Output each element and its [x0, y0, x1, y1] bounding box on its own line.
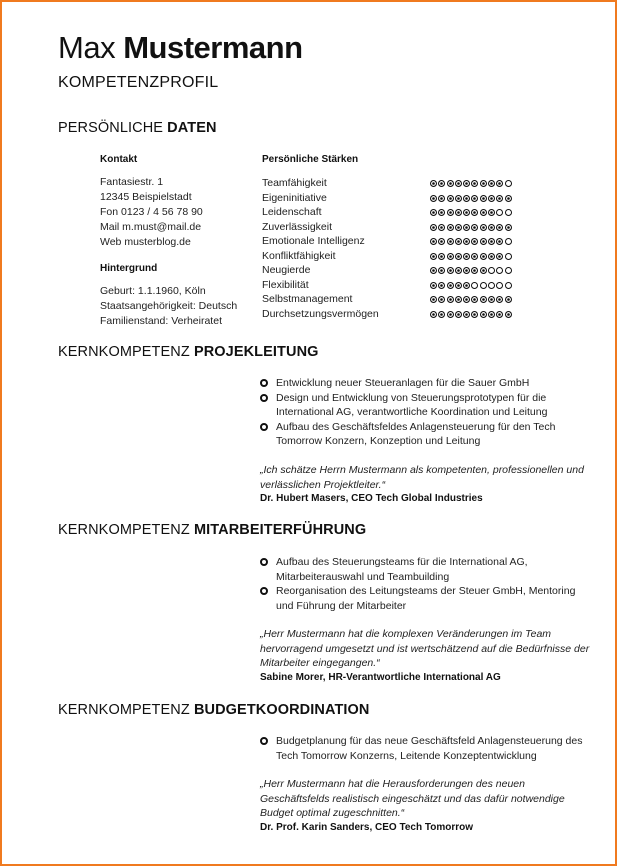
- rating-dot-filled: [447, 282, 454, 289]
- strength-rating: [430, 282, 512, 289]
- strengths-heading: Persönliche Stärken: [262, 154, 359, 165]
- rating-dot-filled: [488, 180, 495, 187]
- strength-label: Zuverlässigkeit: [262, 220, 333, 233]
- rating-dot-filled: [430, 296, 437, 303]
- bullet-icon: [260, 587, 268, 595]
- rating-dot-filled: [463, 238, 470, 245]
- rating-dot-filled: [447, 195, 454, 202]
- rating-dot-filled: [455, 224, 462, 231]
- rating-dot-filled: [430, 209, 437, 216]
- rating-dot-filled: [455, 195, 462, 202]
- first-name: Max: [58, 30, 116, 65]
- rating-dot-filled: [488, 296, 495, 303]
- bullet-list: [260, 734, 590, 763]
- list-item: Reorganisation des Leitungsteams der Steuer GmbH, Mentoring und Führung der Mitarbeiter: [260, 584, 590, 613]
- rating-dot-filled: [447, 267, 454, 274]
- rating-dot-filled: [496, 224, 503, 231]
- list-item: Design und Entwicklung von Steuerungsprototypen für die International AG, verantwortliche Koordination und Leitung: [260, 391, 590, 420]
- strength-rating: [430, 180, 512, 187]
- rating-dot-filled: [471, 224, 478, 231]
- rating-dot-filled: [488, 238, 495, 245]
- rating-dot-filled: [430, 282, 437, 289]
- rating-dot-filled: [430, 267, 437, 274]
- rating-dot-filled: [438, 180, 445, 187]
- bullet-list: [260, 555, 590, 613]
- rating-dot-filled: [455, 253, 462, 260]
- rating-dot-filled: [471, 267, 478, 274]
- rating-dot-filled: [471, 311, 478, 318]
- section-title-personal: PERSÖNLICHE DATEN: [58, 120, 217, 136]
- testimonial-quote: „Herr Mustermann hat die komplexen Veränderungen im Team hervorragend umgesetzt und ist wertschätzend auf die Bedürfnisse der Mitarbeiter eingegangen.“: [260, 628, 590, 669]
- rating-dot-filled: [455, 267, 462, 274]
- rating-dot-filled: [480, 296, 487, 303]
- last-name: Mustermann: [123, 30, 303, 65]
- rating-dot-filled: [488, 195, 495, 202]
- list-item: Aufbau des Steuerungsteams für die International AG, Mitarbeiterauswahl und Teambuilding: [260, 555, 590, 584]
- rating-dot-filled: [438, 311, 445, 318]
- rating-dot-filled: [496, 296, 503, 303]
- rating-dot-filled: [463, 195, 470, 202]
- rating-dot-filled: [455, 311, 462, 318]
- rating-dot-filled: [471, 296, 478, 303]
- strength-rating: [430, 209, 512, 216]
- section-title-budget: KERNKOMPETENZ BUDGETKOORDINATION: [58, 702, 370, 718]
- rating-dot-filled: [455, 282, 462, 289]
- rating-dot-filled: [471, 180, 478, 187]
- rating-dot-filled: [430, 224, 437, 231]
- strength-rating: [430, 296, 512, 303]
- rating-dot-filled: [463, 253, 470, 260]
- rating-dot-filled: [480, 238, 487, 245]
- rating-dot-filled: [463, 224, 470, 231]
- rating-dot-filled: [480, 267, 487, 274]
- contact-heading: Kontakt: [100, 154, 138, 165]
- testimonial-quote: „Herr Mustermann hat die Herausforderungen des neuen Geschäftsfelds realistisch eingeschätzt und das dafür notwendige Budget optimal zugeschnitten.“: [260, 778, 565, 819]
- strength-rating: [430, 253, 512, 260]
- rating-dot-filled: [430, 195, 437, 202]
- rating-dot-empty: [505, 180, 512, 187]
- rating-dot-empty: [505, 267, 512, 274]
- strength-rating: [430, 311, 512, 318]
- strength-rating: [430, 195, 512, 202]
- testimonial-quote: „Ich schätze Herrn Mustermann als kompetenten, professionellen und verlässlichen Projektleiter.“: [260, 464, 584, 491]
- rating-dot-filled: [447, 238, 454, 245]
- rating-dot-filled: [447, 253, 454, 260]
- rating-dot-empty: [488, 267, 495, 274]
- rating-dot-filled: [438, 195, 445, 202]
- rating-dot-filled: [505, 195, 512, 202]
- rating-dot-filled: [471, 253, 478, 260]
- rating-dot-empty: [505, 253, 512, 260]
- rating-dot-empty: [505, 209, 512, 216]
- list-item: Entwicklung neuer Steueranlagen für die Sauer GmbH: [260, 376, 590, 391]
- rating-dot-empty: [496, 282, 503, 289]
- rating-dot-filled: [447, 296, 454, 303]
- contact-line: Fon 0123 / 4 56 78 90: [100, 206, 203, 218]
- rating-dot-empty: [496, 267, 503, 274]
- rating-dot-filled: [438, 238, 445, 245]
- rating-dot-filled: [505, 311, 512, 318]
- rating-dot-empty: [480, 282, 487, 289]
- list-item: Budgetplanung für das neue Geschäftsfeld Anlagensteuerung des Tech Tomorrow Konzerns, Leitende Konzeptentwicklung: [260, 734, 590, 763]
- rating-dot-filled: [438, 209, 445, 216]
- rating-dot-filled: [438, 296, 445, 303]
- rating-dot-filled: [480, 311, 487, 318]
- rating-dot-filled: [480, 224, 487, 231]
- rating-dot-filled: [447, 311, 454, 318]
- rating-dot-filled: [438, 267, 445, 274]
- rating-dot-filled: [471, 195, 478, 202]
- contact-line: Mail m.must@mail.de: [100, 221, 202, 233]
- testimonial-author: Sabine Morer, HR-Verantwortliche International AG: [260, 672, 501, 683]
- rating-dot-filled: [496, 311, 503, 318]
- rating-dot-filled: [430, 311, 437, 318]
- rating-dot-filled: [430, 180, 437, 187]
- rating-dot-filled: [505, 224, 512, 231]
- contact-line: Web musterblog.de: [100, 236, 191, 248]
- rating-dot-filled: [480, 209, 487, 216]
- strength-label: Eigeninitiative: [262, 191, 327, 204]
- rating-dot-filled: [438, 224, 445, 231]
- background-line: Geburt: 1.1.1960, Köln: [100, 285, 206, 297]
- bullet-icon: [260, 737, 268, 745]
- strength-label: Emotionale Intelligenz: [262, 235, 365, 247]
- bullet-icon: [260, 558, 268, 566]
- rating-dot-filled: [496, 195, 503, 202]
- rating-dot-filled: [488, 209, 495, 216]
- rating-dot-filled: [455, 180, 462, 187]
- testimonial-author: Dr. Prof. Karin Sanders, CEO Tech Tomorrow: [260, 822, 474, 833]
- rating-dot-filled: [488, 311, 495, 318]
- rating-dot-filled: [463, 311, 470, 318]
- rating-dot-empty: [505, 282, 512, 289]
- section-title-project-lead: KERNKOMPETENZ PROJEKLEITUNG: [58, 344, 319, 360]
- strength-rating: [430, 224, 512, 231]
- rating-dot-filled: [488, 224, 495, 231]
- background-line: Staatsangehörigkeit: Deutsch: [100, 300, 238, 312]
- rating-dot-filled: [496, 253, 503, 260]
- contact-line: Fantasiestr. 1: [100, 176, 164, 188]
- strength-label: Neugierde: [262, 264, 311, 276]
- rating-dot-filled: [447, 209, 454, 216]
- document-subtitle: KOMPETENZPROFIL: [58, 74, 219, 91]
- rating-dot-empty: [505, 238, 512, 245]
- rating-dot-filled: [463, 180, 470, 187]
- rating-dot-filled: [447, 180, 454, 187]
- rating-dot-filled: [455, 209, 462, 216]
- strength-label: Konfliktfähigkeit: [262, 249, 336, 262]
- bullet-icon: [260, 423, 268, 431]
- rating-dot-filled: [455, 296, 462, 303]
- rating-dot-filled: [447, 224, 454, 231]
- rating-dot-filled: [463, 296, 470, 303]
- rating-dot-filled: [430, 253, 437, 260]
- strength-rating: [430, 238, 512, 245]
- strength-rating: [430, 267, 512, 274]
- section-title-leadership: KERNKOMPETENZ MITARBEITERFÜHRUNG: [58, 522, 367, 538]
- rating-dot-empty: [488, 282, 495, 289]
- bullet-list: [260, 376, 590, 449]
- rating-dot-filled: [455, 238, 462, 245]
- rating-dot-filled: [488, 253, 495, 260]
- strength-label: Durchsetzungsvermögen: [262, 307, 379, 320]
- bullet-icon: [260, 394, 268, 402]
- person-name: [58, 30, 303, 66]
- rating-dot-filled: [480, 180, 487, 187]
- rating-dot-filled: [438, 282, 445, 289]
- contact-line: 12345 Beispielstadt: [100, 191, 192, 203]
- rating-dot-filled: [463, 209, 470, 216]
- strength-label: Flexibilität: [262, 278, 309, 291]
- strength-label: Leidenschaft: [262, 206, 322, 218]
- rating-dot-filled: [430, 238, 437, 245]
- strength-label: Teamfähigkeit: [262, 177, 327, 189]
- rating-dot-filled: [463, 267, 470, 274]
- rating-dot-filled: [496, 180, 503, 187]
- rating-dot-empty: [471, 282, 478, 289]
- rating-dot-filled: [471, 238, 478, 245]
- background-heading: Hintergrund: [100, 263, 158, 274]
- testimonial-author: Dr. Hubert Masers, CEO Tech Global Industries: [260, 493, 483, 504]
- background-line: Familienstand: Verheiratet: [100, 315, 222, 327]
- rating-dot-filled: [505, 296, 512, 303]
- strength-label: Selbstmanagement: [262, 293, 353, 305]
- rating-dot-empty: [496, 209, 503, 216]
- list-item: Aufbau des Geschäftsfeldes Anlagensteuerung für den Tech Tomorrow Konzern, Konzeption und Leitung: [260, 420, 590, 449]
- rating-dot-filled: [471, 209, 478, 216]
- rating-dot-filled: [463, 282, 470, 289]
- rating-dot-filled: [438, 253, 445, 260]
- bullet-icon: [260, 379, 268, 387]
- rating-dot-filled: [480, 195, 487, 202]
- rating-dot-filled: [480, 253, 487, 260]
- rating-dot-filled: [496, 238, 503, 245]
